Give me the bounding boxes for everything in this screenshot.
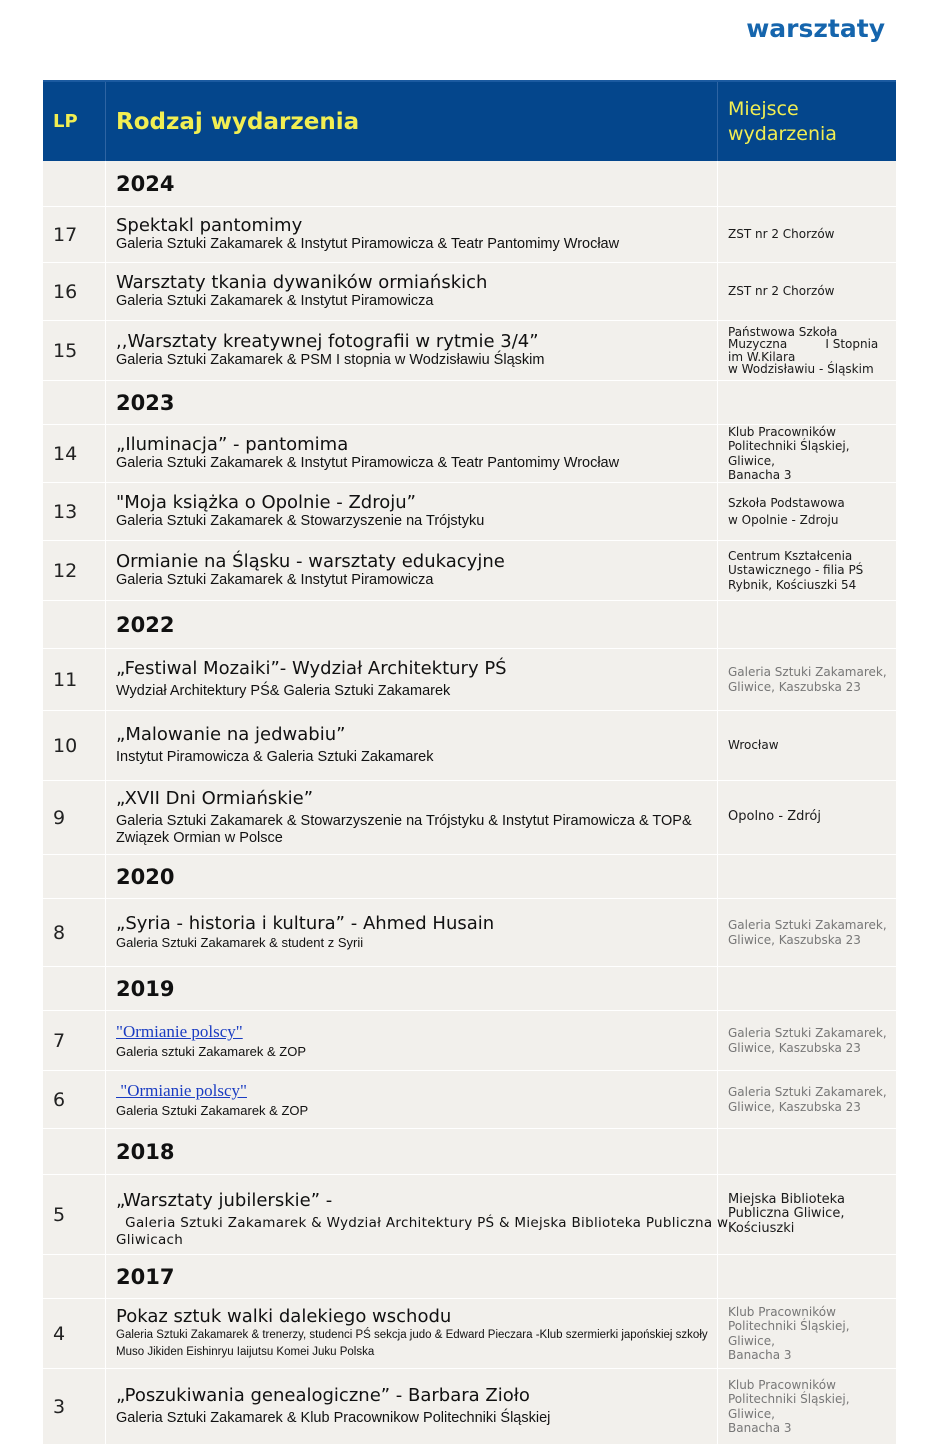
event-organizers: Galeria Sztuki Zakamarek & Stowarzyszenie na Trójstyku: [116, 513, 485, 529]
event-organizers-cont: Gliwicach: [116, 1232, 184, 1248]
year-row: [43, 161, 896, 207]
header-place: [718, 82, 896, 161]
event-place: ZST nr 2 Chorzów: [728, 227, 835, 242]
header-event-type: Rodzaj wydarzenia: [106, 82, 718, 161]
row-number: 7: [43, 1011, 106, 1070]
event-organizers: Galeria Sztuki Zakamarek & Instytut Piramowicza: [116, 572, 434, 588]
event-place: Centrum Kształcenia Ustawicznego - filia PŚ Rybnik, Kościuszki 54: [728, 548, 864, 592]
table-row: [43, 1299, 896, 1369]
table-header: [43, 80, 896, 161]
event-place: Klub Pracowników Politechniki Śląskiej, Gliwice, Banacha 3: [728, 1304, 850, 1362]
event-organizers: Galeria Sztuki Zakamarek & student z Syrii: [116, 935, 364, 950]
event-title: „Malowanie na jedwabiu”: [116, 724, 346, 745]
year-label: 2022: [106, 601, 718, 648]
row-number: 15: [43, 321, 106, 380]
row-number: 11: [43, 649, 106, 710]
table-row: [43, 1175, 896, 1255]
row-number: 12: [43, 541, 106, 600]
page-heading: warsztaty: [746, 14, 885, 43]
event-place: Miejska Biblioteka Publiczna Gliwice, Kościuszki: [728, 1191, 845, 1236]
table-row: [43, 899, 896, 967]
table-row: [43, 1011, 896, 1071]
event-organizers: Wydział Architektury PŚ& Galeria Sztuki Zakamarek: [116, 683, 451, 699]
year-label: 2019: [106, 967, 718, 1010]
table-row: [43, 321, 896, 381]
table-row: [43, 781, 896, 855]
table-row: [43, 263, 896, 321]
event-place: Galeria Sztuki Zakamarek, Gliwice, Kaszubska 23: [728, 1026, 887, 1055]
row-number: 3: [43, 1369, 106, 1444]
row-number: 17: [43, 207, 106, 262]
event-title: „Warsztaty jubilerskie” -: [116, 1190, 333, 1211]
event-title: „Poszukiwania genealogiczne” - Barbara Zioło: [116, 1385, 530, 1406]
event-organizers: Galeria sztuki Zakamarek & ZOP: [116, 1044, 306, 1059]
event-place: Klub Pracowników Politechniki Śląskiej, Gliwice, Banacha 3: [728, 425, 850, 482]
row-number: 10: [43, 711, 106, 780]
ormianie-polscy-link[interactable]: "Ormianie polscy": [116, 1081, 247, 1100]
event-place: Galeria Sztuki Zakamarek, Gliwice, Kaszubska 23: [728, 918, 887, 947]
event-title: "Moja książka o Opolnie - Zdroju”: [116, 492, 416, 513]
event-organizers: Galeria Sztuki Zakamarek & Instytut Piramowicza & Teatr Pantomimy Wrocław: [116, 455, 620, 471]
table-row: [43, 541, 896, 601]
header-place-line2: wydarzenia: [728, 122, 837, 145]
table-row: [43, 1071, 896, 1129]
year-row: [43, 601, 896, 649]
table-row: [43, 711, 896, 781]
year-row: [43, 855, 896, 899]
event-place: Klub Pracowników Politechniki Śląskiej, Gliwice, Banacha 3: [728, 1377, 850, 1435]
event-title: Spektakl pantomimy: [116, 215, 303, 236]
event-title: ,,Warsztaty kreatywnej fotografii w rytmie 3/4”: [116, 331, 539, 352]
event-place: Galeria Sztuki Zakamarek, Gliwice, Kaszubska 23: [728, 665, 887, 694]
event-title: Pokaz sztuk walki dalekiego wschodu: [116, 1305, 452, 1327]
event-place: ZST nr 2 Chorzów: [728, 284, 835, 299]
row-number: 8: [43, 899, 106, 966]
event-organizers-cont: Związek Ormian w Polsce: [116, 829, 283, 846]
row-number: 4: [43, 1299, 106, 1368]
header-lp: LP: [43, 82, 106, 161]
table-row: [43, 1369, 896, 1445]
event-organizers: Galeria Sztuki Zakamarek & Instytut Piramowicza & Teatr Pantomimy Wrocław: [116, 236, 620, 252]
event-title: „Syria - historia i kultura” - Ahmed Husain: [116, 913, 495, 934]
event-organizers: Galeria Sztuki Zakamarek & Stowarzyszenie na Trójstyku & Instytut Piramowicza & TOP&: [116, 812, 692, 829]
year-label: 2024: [106, 161, 718, 206]
event-place: Wrocław: [728, 738, 779, 753]
header-place-line1: Miejsce: [728, 97, 799, 120]
year-label: 2020: [106, 855, 718, 898]
event-organizers: Galeria Sztuki Zakamarek & Klub Pracownikow Politechniki Śląskiej: [116, 1410, 551, 1426]
event-title: „XVII Dni Ormiańskie”: [116, 787, 314, 809]
event-organizers: Instytut Piramowicza & Galeria Sztuki Zakamarek: [116, 749, 434, 765]
row-number: 9: [43, 781, 106, 854]
event-place: Państwowa Szkoła Muzyczna I Stopnia im W.Kilara w Wodzisławiu - Śląskim: [728, 324, 879, 376]
event-place: Szkoła Podstawowa w Opolnie - Zdroju: [728, 495, 845, 527]
row-number: 13: [43, 483, 106, 540]
year-row: [43, 381, 896, 425]
table-row: [43, 649, 896, 711]
year-label: 2023: [106, 381, 718, 424]
row-number: 14: [43, 425, 106, 482]
event-title: Ormianie na Śląsku - warsztaty edukacyjne: [116, 551, 505, 572]
event-organizers-cont: Muso Jikiden Eishinryu Iaijutsu Komei Juku Polska: [116, 1345, 375, 1358]
row-number: 16: [43, 263, 106, 320]
year-row: [43, 1255, 896, 1299]
table-body: [43, 161, 896, 1445]
event-organizers: Galeria Sztuki Zakamarek & ZOP: [116, 1103, 309, 1118]
year-row: [43, 967, 896, 1011]
year-label: 2017: [106, 1255, 718, 1298]
events-table: [43, 80, 896, 1445]
ormianie-polscy-link[interactable]: "Ormianie polscy": [116, 1022, 243, 1041]
row-number: 6: [43, 1071, 106, 1128]
row-number: 5: [43, 1175, 106, 1254]
event-place: Galeria Sztuki Zakamarek, Gliwice, Kaszubska 23: [728, 1085, 887, 1114]
table-row: [43, 207, 896, 263]
year-row: [43, 1129, 896, 1175]
event-organizers: Galeria Sztuki Zakamarek & PSM I stopnia w Wodzisławiu Śląskim: [116, 352, 545, 368]
event-organizers: Galeria Sztuki Zakamarek & Wydział Architektury PŚ & Miejska Biblioteka Publiczna w: [116, 1215, 729, 1231]
event-title: Warsztaty tkania dywaników ormiańskich: [116, 272, 488, 293]
event-place: Opolno - Zdrój: [728, 809, 821, 825]
table-row: [43, 483, 896, 541]
event-title: „Iluminacja” - pantomima: [116, 434, 349, 455]
table-row: [43, 425, 896, 483]
event-organizers: Galeria Sztuki Zakamarek & trenerzy, studenci PŚ sekcja judo & Edward Pieczara -Klub szermierki japońskiej szkoły: [116, 1328, 708, 1341]
event-organizers: Galeria Sztuki Zakamarek & Instytut Piramowicza: [116, 293, 434, 309]
event-title: „Festiwal Mozaiki”- Wydział Architektury PŚ: [116, 658, 507, 679]
year-label: 2018: [106, 1129, 718, 1174]
